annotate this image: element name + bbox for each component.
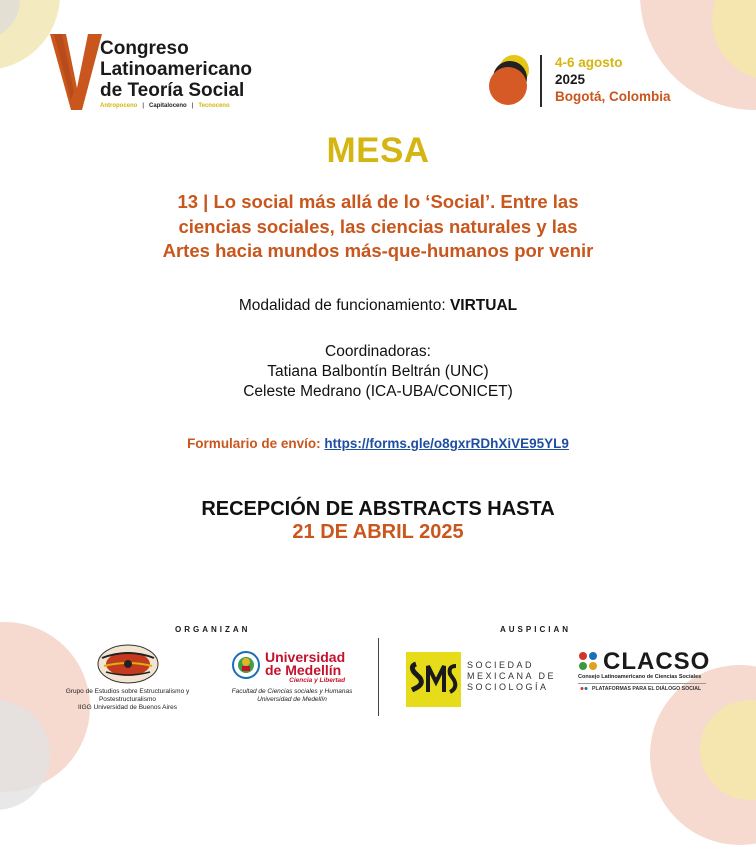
- geep-caption: [50, 688, 205, 712]
- modality-label: Modalidad de funcionamiento:: [239, 297, 446, 314]
- sms-logo-mark: [406, 652, 461, 707]
- theme-antropoceno: Antropoceno: [100, 103, 137, 109]
- auspician-label: AUSPICIAN: [500, 625, 571, 634]
- coordinators-block: [0, 342, 756, 402]
- theme-capitaloceno: Capitaloceno: [149, 103, 187, 109]
- form-label: Formulario de envío:: [187, 436, 321, 451]
- udem-name: [265, 651, 345, 684]
- geep-caption-line: Grupo de Estudios sobre Estructuralismo y: [50, 688, 205, 696]
- udem-emblem: [231, 650, 261, 680]
- clacso-name: CLACSO: [603, 648, 710, 676]
- congress-logo-v: [46, 28, 106, 114]
- mesa-heading: MESA: [0, 131, 756, 171]
- event-dates: [555, 54, 671, 105]
- udem-caption-line: Facultad de Ciencias sociales y Humanas: [222, 688, 362, 696]
- footer-divider: [378, 638, 379, 716]
- udem-caption: [222, 688, 362, 704]
- theme-tecnoceno: Tecnoceno: [198, 103, 229, 109]
- table-title: [0, 190, 756, 264]
- sms-name-line: SOCIOLOGÍA: [467, 682, 556, 693]
- clacso-subtitle: Consejo Latinoamericano de Ciencias Sociales: [578, 674, 701, 680]
- udem-name-line: de Medellín: [265, 664, 345, 677]
- sms-name-line: MEXICANA DE: [467, 671, 556, 682]
- clacso-rule: [578, 683, 706, 684]
- congress-circle-logo: [488, 52, 534, 108]
- table-title-line: 13 | Lo social más allá de lo ‘Social’. Entre las: [0, 190, 756, 215]
- congress-title: [100, 38, 252, 101]
- modality-value: VIRTUAL: [450, 297, 517, 314]
- form-link[interactable]: https://forms.gle/o8gxrRDhXiVE95YL9: [324, 436, 569, 451]
- geep-caption-line: Postestructuralismo: [50, 696, 205, 704]
- organizan-label: ORGANIZAN: [175, 625, 250, 634]
- deadline-title: RECEPCIÓN DE ABSTRACTS HASTA: [0, 498, 756, 521]
- sms-name-line: SOCIEDAD: [467, 660, 556, 671]
- clacso-platform-icon: [580, 685, 589, 692]
- table-title-line: ciencias sociales, las ciencias naturales y las: [0, 215, 756, 240]
- congress-title-line: de Teoría Social: [100, 80, 252, 101]
- geep-logo: [92, 636, 164, 688]
- sms-name: [467, 660, 556, 693]
- submission-form-line: [0, 436, 756, 451]
- date-divider: [540, 55, 542, 107]
- coordinator-name: Tatiana Balbontín Beltrán (UNC): [0, 362, 756, 382]
- geep-caption-line: IIGG Universidad de Buenos Aires: [50, 704, 205, 712]
- deadline-date: 21 DE ABRIL 2025: [0, 521, 756, 544]
- deadline-block: [0, 498, 756, 544]
- event-year: 2025: [555, 71, 671, 88]
- congress-themes: Antropoceno | Capitaloceno | Tecnoceno: [100, 103, 230, 109]
- coordinator-name: Celeste Medrano (ICA-UBA/CONICET): [0, 382, 756, 402]
- event-location: Bogotá, Colombia: [555, 88, 671, 105]
- congress-title-line: Congreso: [100, 38, 252, 59]
- date-range: 4-6 agosto: [555, 54, 671, 71]
- congress-title-line: Latinoamericano: [100, 59, 252, 80]
- clacso-icon: [577, 650, 599, 672]
- clacso-platform: PLATAFORMAS PARA EL DIÁLOGO SOCIAL: [592, 686, 701, 692]
- udem-name-line: Universidad: [265, 651, 345, 664]
- udem-caption-line: Universidad de Medellín: [222, 696, 362, 704]
- coordinators-label: Coordinadoras:: [0, 342, 756, 362]
- table-title-line: Artes hacia mundos más-que-humanos por venir: [0, 239, 756, 264]
- sms-logo: [406, 652, 461, 707]
- modality-line: [0, 297, 756, 315]
- udem-tagline: Ciencia y Libertad: [265, 677, 345, 684]
